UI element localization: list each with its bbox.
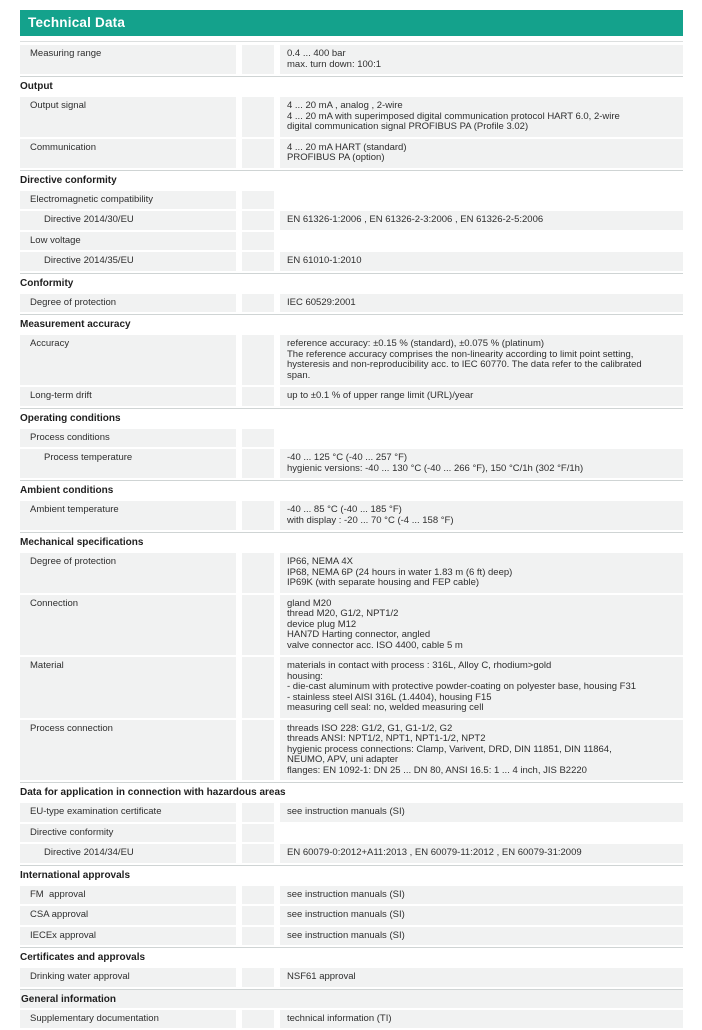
datasheet-page <box>20 10 683 1028</box>
spec-row <box>20 968 683 987</box>
spec-value-line: technical information (TI) <box>287 1012 392 1024</box>
spec-value <box>280 335 683 385</box>
spec-value <box>280 45 683 74</box>
spec-value-line: flanges: EN 1092-1: DN 25 ... DN 80, ANSI 16.5: 1 ... 4 inch, JIS B2220 <box>287 764 587 776</box>
spec-label: Directive 2014/35/EU <box>20 252 236 271</box>
technical-data-table <box>20 41 683 1028</box>
spec-value-line: gland M20 <box>287 597 332 609</box>
spec-spacer-cell <box>242 886 274 905</box>
spec-value-line: 4 ... 20 mA HART (standard) <box>287 141 407 153</box>
spec-spacer-cell <box>242 927 274 946</box>
spec-value-line: hysteresis and non-reproducibility acc. to IEC 60770. The data refer to the calibrated <box>287 359 642 370</box>
spec-spacer-cell <box>242 968 274 987</box>
spec-label: Measuring range <box>20 45 236 74</box>
spec-value-line: IEC 60529:2001 <box>287 296 356 308</box>
spec-label: Low voltage <box>20 232 236 251</box>
spec-value <box>280 211 683 230</box>
spec-spacer-cell <box>242 803 274 822</box>
spec-value-line: with display : -20 ... 70 °C (-4 ... 158 °F) <box>287 514 454 526</box>
spec-value-line: materials in contact with process : 316L, Alloy C, rhodium>gold <box>287 660 552 671</box>
spec-value <box>280 906 683 925</box>
spec-label: Output signal <box>20 97 236 137</box>
spec-value-line: IP68, NEMA 6P (24 hours in water 1.83 m (6 ft) deep) <box>287 566 513 578</box>
spec-value-line: see instruction manuals (SI) <box>287 806 405 817</box>
spec-spacer-cell <box>242 294 274 313</box>
section-header: Certificates and approvals <box>20 947 683 966</box>
spec-value-line: IP66, NEMA 4X <box>287 556 354 567</box>
spec-value-line: max. turn down: 100:1 <box>287 58 381 70</box>
spec-spacer-cell <box>242 553 274 593</box>
spec-value-line: span. <box>287 369 311 381</box>
spec-spacer-cell <box>242 191 274 210</box>
spec-row <box>20 886 683 905</box>
spec-row <box>20 335 683 385</box>
spec-value-line: see instruction manuals (SI) <box>287 909 405 920</box>
spec-row <box>20 429 683 448</box>
spec-value-line: threads ISO 228: G1/2, G1, G1-1/2, G2 <box>287 722 453 734</box>
spec-row <box>20 824 683 843</box>
spec-spacer-cell <box>242 906 274 925</box>
spec-spacer-cell <box>242 387 274 406</box>
spec-value <box>280 803 683 822</box>
section-header: International approvals <box>20 865 683 884</box>
spec-label: CSA approval <box>20 906 236 925</box>
spec-spacer-cell <box>242 844 274 863</box>
spec-spacer-cell <box>242 97 274 137</box>
spec-label: Directive 2014/30/EU <box>20 211 236 230</box>
spec-label: IECEx approval <box>20 927 236 946</box>
spec-row <box>20 803 683 822</box>
spec-row <box>20 1010 683 1029</box>
spec-row <box>20 97 683 137</box>
section-header: Measurement accuracy <box>20 314 683 333</box>
spec-label: Long-term drift <box>20 387 236 406</box>
spec-spacer-cell <box>242 232 274 251</box>
spec-value-line: PROFIBUS PA (option) <box>287 152 385 163</box>
spec-value-line: EN 61010-1:2010 <box>287 255 362 266</box>
spec-value-line: housing: <box>287 670 323 682</box>
section-header: Conformity <box>20 273 683 292</box>
section-header: Mechanical specifications <box>20 532 683 551</box>
spec-value <box>280 824 683 843</box>
spec-spacer-cell <box>242 252 274 271</box>
spec-label: EU-type examination certificate <box>20 803 236 822</box>
spec-label: Degree of protection <box>20 294 236 313</box>
spec-value <box>280 844 683 863</box>
section-header: Ambient conditions <box>20 480 683 499</box>
spec-value-line: The reference accuracy comprises the non-linearity according to limit point setting, <box>287 348 634 360</box>
spec-row <box>20 720 683 781</box>
spec-value <box>280 553 683 593</box>
spec-value <box>280 595 683 656</box>
spec-value-line: thread M20, G1/2, NPT1/2 <box>287 608 399 619</box>
spec-value <box>280 657 683 718</box>
spec-value-line: measuring cell seal: no, welded measuring cell <box>287 702 484 713</box>
spec-value-line: EN 60079-0:2012+A11:2013 , EN 60079-11:2012 , EN 60079-31:2009 <box>287 847 582 858</box>
spec-label: FM approval <box>20 886 236 905</box>
spec-label: Material <box>20 657 236 718</box>
spec-value-line: reference accuracy: ±0.15 % (standard), ±0.075 % (platinum) <box>287 338 545 349</box>
spec-label: Ambient temperature <box>20 501 236 530</box>
spec-spacer-cell <box>242 449 274 478</box>
spec-label: Process temperature <box>20 449 236 478</box>
spec-label: Accuracy <box>20 335 236 385</box>
spec-value-line: IP69K (with separate housing and FEP cable) <box>287 577 480 588</box>
spec-value-line: NSF61 approval <box>287 971 356 982</box>
spec-spacer-cell <box>242 657 274 718</box>
section-header: Data for application in connection with hazardous areas <box>20 782 683 801</box>
spec-value-line: valve connector acc. ISO 4400, cable 5 m <box>287 639 463 651</box>
section-header: General information <box>20 989 683 1008</box>
spec-row <box>20 252 683 271</box>
spec-spacer-cell <box>242 211 274 230</box>
spec-row <box>20 232 683 251</box>
spec-value <box>280 449 683 478</box>
spec-spacer-cell <box>242 720 274 781</box>
spec-value-line: see instruction manuals (SI) <box>287 888 405 900</box>
spec-value-line: up to ±0.1 % of upper range limit (URL)/year <box>287 390 474 401</box>
spec-value-line: hygienic process connections: Clamp, Varivent, DRD, DIN 11851, DIN 11864, <box>287 743 612 755</box>
spec-value-line: see instruction manuals (SI) <box>287 929 405 941</box>
spec-spacer-cell <box>242 429 274 448</box>
spec-row <box>20 844 683 863</box>
spec-value <box>280 294 683 313</box>
spec-value <box>280 429 683 448</box>
spec-value <box>280 97 683 137</box>
spec-label: Directive conformity <box>20 824 236 843</box>
spec-spacer-cell <box>242 139 274 168</box>
spec-row <box>20 294 683 313</box>
spec-spacer-cell <box>242 45 274 74</box>
spec-value-line: - stainless steel AISI 316L (1.4404), housing F15 <box>287 691 492 703</box>
spec-value-line: device plug M12 <box>287 618 357 630</box>
spec-row <box>20 501 683 530</box>
section-header: Directive conformity <box>20 170 683 189</box>
spec-value-line: hygienic versions: -40 ... 130 °C (-40 ... 266 °F), 150 °C/1h (302 °F/1h) <box>287 462 584 474</box>
spec-label: Communication <box>20 139 236 168</box>
spec-row <box>20 595 683 656</box>
spec-label: Connection <box>20 595 236 656</box>
spec-label: Degree of protection <box>20 553 236 593</box>
spec-value <box>280 252 683 271</box>
spec-spacer-cell <box>242 1010 274 1029</box>
spec-value-line: - die-cast aluminum with protective powder-coating on polyester base, housing F31 <box>287 681 637 692</box>
spec-value <box>280 886 683 905</box>
section-header: Output <box>20 76 683 95</box>
spec-value-line: HAN7D Harting connector, angled <box>287 629 431 640</box>
spec-value-line: 4 ... 20 mA with superimposed digital communication protocol HART 6.0, 2-wire <box>287 110 620 122</box>
spec-label: Process conditions <box>20 429 236 448</box>
spec-value <box>280 968 683 987</box>
spec-row <box>20 139 683 168</box>
section-header: Operating conditions <box>20 408 683 427</box>
spec-spacer-cell <box>242 335 274 385</box>
spec-value <box>280 501 683 530</box>
spec-row <box>20 449 683 478</box>
spec-spacer-cell <box>242 501 274 530</box>
spec-value-line: -40 ... 85 °C (-40 ... 185 °F) <box>287 504 402 515</box>
spec-label: Directive 2014/34/EU <box>20 844 236 863</box>
spec-value-line: threads ANSI: NPT1/2, NPT1, NPT1-1/2, NPT2 <box>287 733 486 744</box>
spec-value <box>280 720 683 781</box>
spec-value-line: NEUMO, APV, uni adapter <box>287 754 399 765</box>
spec-row <box>20 927 683 946</box>
spec-value-line: 0.4 ... 400 bar <box>287 48 346 59</box>
spec-row <box>20 657 683 718</box>
page-title: Technical Data <box>20 10 683 36</box>
spec-value <box>280 232 683 251</box>
spec-value <box>280 927 683 946</box>
spec-row <box>20 553 683 593</box>
spec-value <box>280 387 683 406</box>
spec-value-line: -40 ... 125 °C (-40 ... 257 °F) <box>287 452 408 463</box>
spec-spacer-cell <box>242 595 274 656</box>
spec-row <box>20 45 683 74</box>
spec-value <box>280 1010 683 1029</box>
spec-value <box>280 191 683 210</box>
spec-value-line: digital communication signal PROFIBUS PA (Profile 3.02) <box>287 121 529 132</box>
spec-value-line: 4 ... 20 mA , analog , 2-wire <box>287 100 403 111</box>
spec-value-line: EN 61326-1:2006 , EN 61326-2-3:2006 , EN 61326-2-5:2006 <box>287 214 544 225</box>
spec-row <box>20 387 683 406</box>
spec-spacer-cell <box>242 824 274 843</box>
spec-row <box>20 211 683 230</box>
spec-label: Supplementary documentation <box>20 1010 236 1029</box>
spec-row <box>20 906 683 925</box>
spec-value <box>280 139 683 168</box>
spec-label: Process connection <box>20 720 236 781</box>
spec-label: Electromagnetic compatibility <box>20 191 236 210</box>
spec-label: Drinking water approval <box>20 968 236 987</box>
spec-row <box>20 191 683 210</box>
